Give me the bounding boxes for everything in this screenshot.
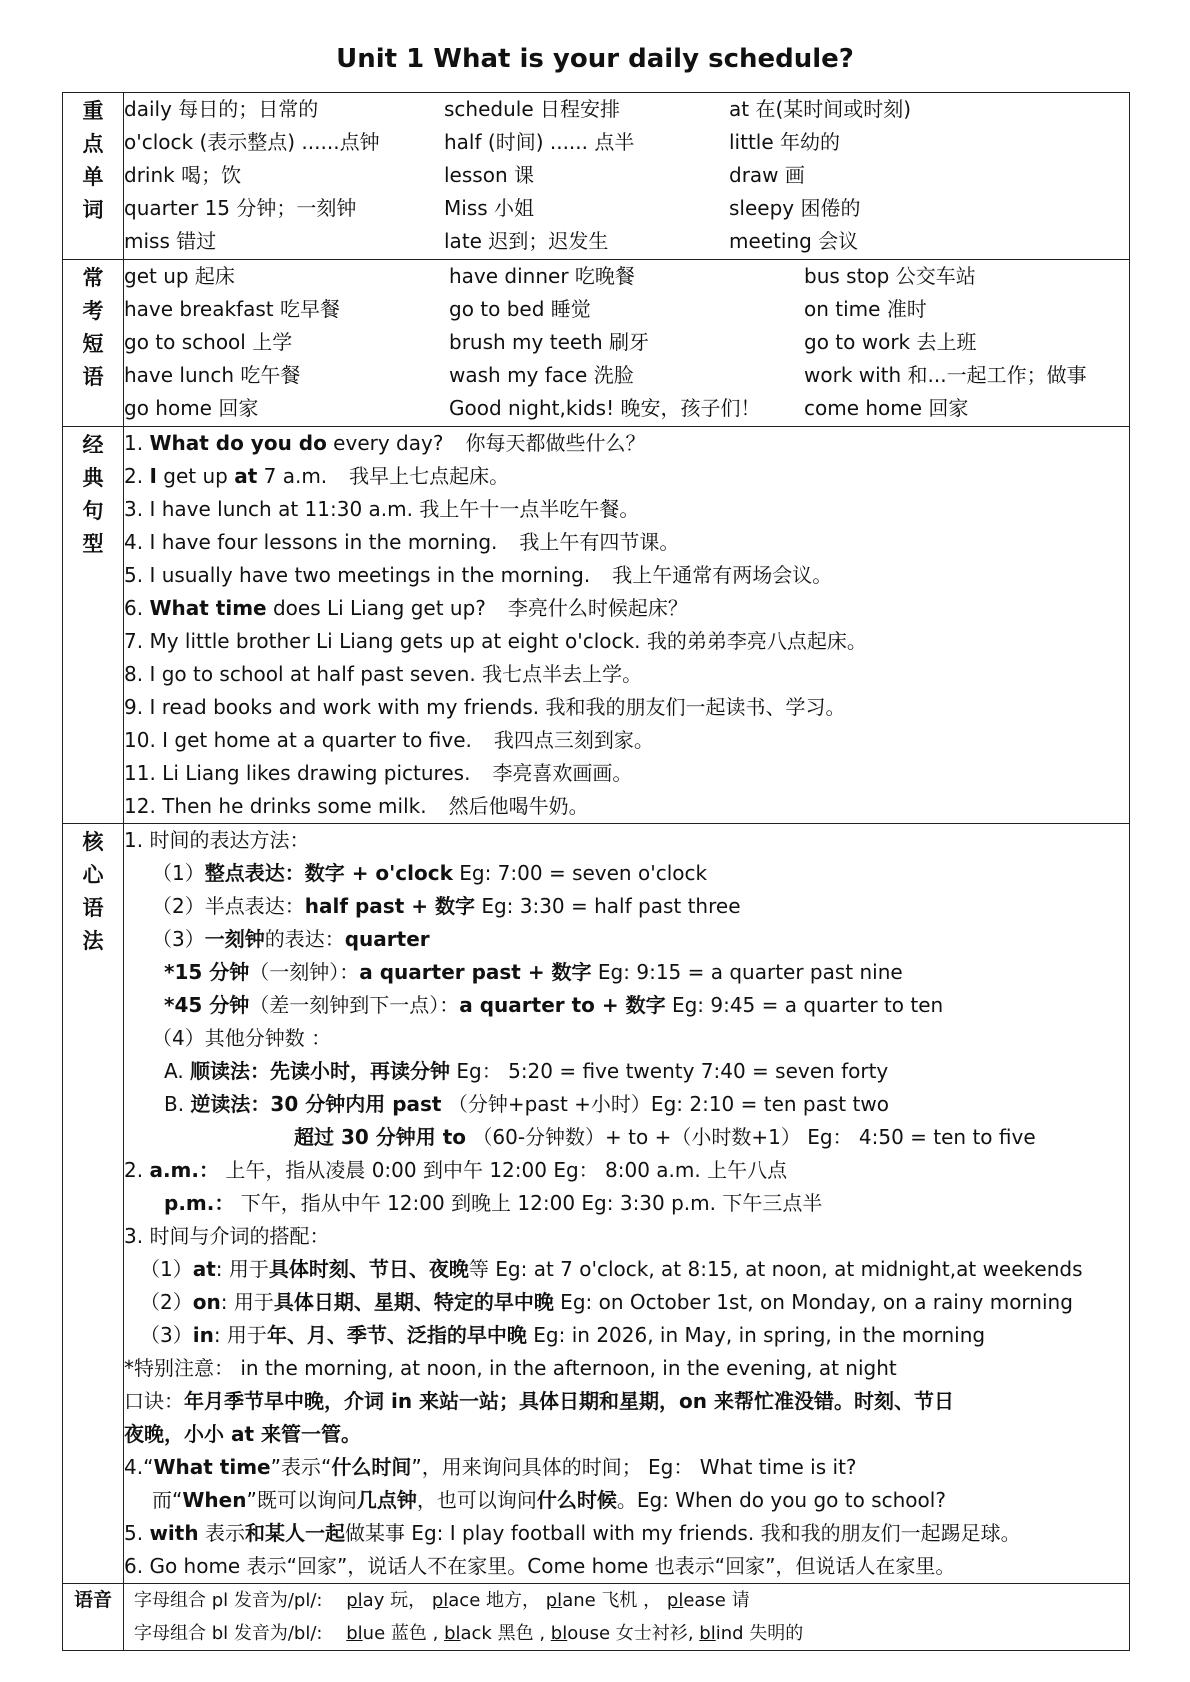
- grammar-line: （2）半点表达：half past + 数字 Eg: 3:30 = half past three: [152, 894, 741, 918]
- sentence-item: 9. I read books and work with my friends. 我和我的朋友们一起读书、学习。: [124, 695, 846, 719]
- phonics-notes: [124, 1584, 1130, 1651]
- grammar-line: 2. a.m.： 上午，指从凌晨 0:00 到中午 12:00 Eg： 8:00 a.m. 上午八点: [124, 1158, 788, 1182]
- phrase-row: have lunch 吃午餐 wash my face 洗脸 work with 和...一起工作；做事: [124, 363, 1087, 387]
- grammar-section: [63, 824, 1130, 1584]
- vocab-row: o'clock (表示整点) ......点钟 half (时间) ...... 点半 little 年幼的: [124, 130, 841, 154]
- grammar-line: 口诀：年月季节早中晚，介词 in 来站一站；具体日期和星期，on 来帮忙准没错。时刻、节日: [124, 1389, 954, 1413]
- grammar-line: B. 逆读法：30 分钟内用 past （分钟+past +小时）Eg: 2:10 = ten past two: [164, 1092, 889, 1116]
- phrase-section: [63, 260, 1130, 427]
- grammar-line: 超过 30 分钟用 to （60-分钟数）+ to +（小时数+1） Eg： 4:50 = ten to five: [294, 1125, 1036, 1149]
- sentence-item: 1. What do you do every day? 你每天都做些什么？: [124, 431, 646, 455]
- vocab-row: daily 每日的；日常的 schedule 日程安排 at 在(某时间或时刻): [124, 97, 912, 121]
- grammar-line: （1）整点表达：数字 + o'clock Eg: 7:00 = seven o'clock: [152, 861, 708, 885]
- grammar-line: *45 分钟（差一刻钟到下一点）：a quarter to + 数字 Eg: 9:45 = a quarter to ten: [164, 993, 944, 1017]
- phrase-grid: [124, 260, 1129, 425]
- phrase-row: go home 回家 Good night,kids! 晚安，孩子们！ come home 回家: [124, 396, 969, 420]
- grammar-line: （4）其他分钟数 ：: [152, 1026, 332, 1050]
- sentence-item: 4. I have four lessons in the morning. 我上午有四节课。: [124, 530, 680, 554]
- phonics-heading: 语音: [63, 1584, 124, 1651]
- grammar-line: *15 分钟（一刻钟）：a quarter past + 数字 Eg: 9:15 = a quarter past nine: [164, 960, 903, 984]
- vocab-row: miss 错过 late 迟到；迟发生 meeting 会议: [124, 229, 859, 253]
- vocab-section: [63, 93, 1130, 260]
- grammar-heading: 核 心 语 法: [63, 824, 124, 1584]
- sentence-item: 3. I have lunch at 11:30 a.m. 我上午十一点半吃午餐。: [124, 497, 640, 521]
- sentence-item: 10. I get home at a quarter to five. 我四点三刻到家。: [124, 728, 654, 752]
- phonics-line-bl: 字母组合 bl 发音为/bl/: blue 蓝色 , black 黑色 , blouse 女士衬衫, blind 失明的: [134, 1623, 804, 1644]
- phonics-line-pl: 字母组合 pl 发音为/pl/: play 玩， place 地方， plane 飞机 ， please 请: [134, 1590, 750, 1611]
- page-title: Unit 1 What is your daily schedule?: [336, 44, 854, 74]
- sentence-item: 12. Then he drinks some milk. 然后他喝牛奶。: [124, 794, 589, 818]
- sentence-section: [63, 427, 1130, 824]
- sentence-item: 8. I go to school at half past seven. 我七点半去上学。: [124, 662, 643, 686]
- grammar-line: （2）on: 用于具体日期、星期、特定的早中晚 Eg: on October 1st, on Monday, on a rainy morning: [140, 1290, 1073, 1314]
- grammar-line: 3. 时间与介词的搭配：: [124, 1224, 330, 1248]
- sentence-list: [124, 427, 1130, 824]
- grammar-line: 4.“What time”表示“什么时间”，用来询问具体的时间； Eg： What time is it?: [124, 1455, 857, 1479]
- sentence-item: 7. My little brother Li Liang gets up at eight o'clock. 我的弟弟李亮八点起床。: [124, 629, 867, 653]
- vocab-row: quarter 15 分钟；一刻钟 Miss 小姐 sleepy 困倦的: [124, 196, 861, 220]
- vocab-grid: [124, 93, 1129, 258]
- phrase-row: have breakfast 吃早餐 go to bed 睡觉 on time 准时: [124, 297, 927, 321]
- sentence-item: 5. I usually have two meetings in the morning. 我上午通常有两场会议。: [124, 563, 833, 587]
- sentence-item: 11. Li Liang likes drawing pictures. 李亮喜欢画画。: [124, 761, 633, 785]
- grammar-notes: [124, 824, 1130, 1584]
- phrase-heading: 常 考 短 语: [63, 260, 124, 427]
- grammar-line: *特别注意： in the morning, at noon, in the afternoon, in the evening, at night: [124, 1356, 897, 1380]
- grammar-line: （1）at: 用于具体时刻、节日、夜晚等 Eg: at 7 o'clock, at 8:15, at noon, at midnight,at weekends: [140, 1257, 1083, 1281]
- grammar-line: 6. Go home 表示“回家”，说话人不在家里。Come home 也表示“回家”，但说话人在家里。: [124, 1554, 956, 1578]
- grammar-line: 夜晚，小小 at 来管一管。: [124, 1422, 361, 1446]
- grammar-line: p.m.： 下午，指从中午 12:00 到晚上 12:00 Eg: 3:30 p.m. 下午三点半: [164, 1191, 823, 1215]
- grammar-line: （3）in: 用于年、月、季节、泛指的早中晚 Eg: in 2026, in May, in spring, in the morning: [140, 1323, 986, 1347]
- study-table: [62, 92, 1130, 1651]
- vocab-heading: 重 点 单 词: [63, 93, 124, 260]
- phrase-row: get up 起床 have dinner 吃晚餐 bus stop 公交车站: [124, 264, 976, 288]
- sentence-heading: 经 典 句 型: [63, 427, 124, 824]
- grammar-line: A. 顺读法：先读小时，再读分钟 Eg： 5:20 = five twenty 7:40 = seven forty: [164, 1059, 889, 1083]
- grammar-line: 5. with 表示和某人一起做某事 Eg: I play football with my friends. 我和我的朋友们一起踢足球。: [124, 1521, 1021, 1545]
- vocab-row: drink 喝；饮 lesson 课 draw 画: [124, 163, 805, 187]
- grammar-line: （3）一刻钟的表达：quarter: [152, 927, 430, 951]
- grammar-line: 1. 时间的表达方法：: [124, 828, 310, 852]
- sentence-item: 6. What time does Li Liang get up? 李亮什么时候起床？: [124, 596, 688, 620]
- phonics-section: [63, 1584, 1130, 1651]
- phrase-row: go to school 上学 brush my teeth 刷牙 go to work 去上班: [124, 330, 977, 354]
- grammar-line: 而“When”既可以询问几点钟，也可以询问什么时候。Eg: When do you go to school?: [152, 1488, 946, 1512]
- sentence-item: 2. I get up at 7 a.m. 我早上七点起床。: [124, 464, 510, 488]
